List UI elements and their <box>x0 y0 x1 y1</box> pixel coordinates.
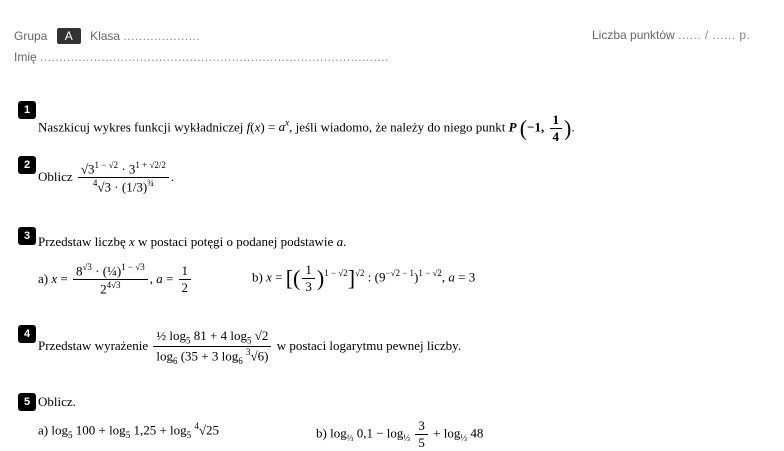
grupa-badge: A <box>57 28 81 44</box>
points-label: Liczba punktów <box>592 28 675 42</box>
task-3-continuation: w postaci potęgi o podanej podstawie <box>138 234 334 249</box>
task-1-continuation: , jeśli wiadomo, że należy do niego punkt <box>289 119 506 135</box>
task-3-intro: Przedstaw liczbę <box>38 234 126 249</box>
imie-dots: ........................................................................................... <box>40 50 389 64</box>
task-3-text: Przedstaw liczbę x w postaci potęgi o podanej podstawie a. <box>38 234 347 249</box>
task-1-intro: Naszkicuj wykres funkcji wykładniczej <box>38 119 244 135</box>
task-3a-fraction: $\frac{8^{√3} \cdot (\frac{1}{4})^{1 - √3}}{2^{4√3}}$ <box>73 262 148 298</box>
imie-label: Imię <box>14 50 37 64</box>
task-number-5: 5 <box>18 393 36 411</box>
task-3a-label: a) <box>38 270 49 286</box>
task-3a-base: $\frac{1}{2}$ <box>179 263 192 296</box>
task-1-formula: f <box>246 119 251 135</box>
task-5b-label: b) <box>316 425 327 441</box>
task-5-text: Oblicz. <box>38 394 76 409</box>
task-number-4: 4 <box>18 325 36 343</box>
task-5a-label: a) <box>38 422 49 438</box>
task-number-2: 2 <box>18 156 36 174</box>
task-4-intro: Przedstaw wyrażenie <box>38 337 149 353</box>
task-3b: b) x = [( $\frac{1}{3}$ )$^{1 - √2}$]$^{√2}$ : $(9^{-√2 - 1})^{1 - √2}$, a = 3 <box>252 262 476 294</box>
header-points <box>592 28 750 42</box>
point-fraction: $\frac{1}{4}$ <box>550 112 563 145</box>
point-label: P <box>508 119 517 135</box>
task-4-fraction: $\frac{\frac{1}{2} \log_5 81 + 4 \log_5 √2}{\log_6 (35 + 3 \log_6 ^3√6)}$ <box>153 328 271 366</box>
points-dots: ...... / ...... p. <box>678 28 751 42</box>
header-group-class <box>14 28 200 44</box>
task-3b-label: b) <box>252 269 263 285</box>
grupa-label: Grupa <box>14 29 48 43</box>
task-3a: a) x = $\frac{8^{√3} \cdot (\frac{1}{4})^{1 - √3}}{2^{4√3}}$ , a = $\frac{1}{2}$ <box>38 262 193 298</box>
task-number-3: 3 <box>18 227 36 245</box>
task-2-intro: Oblicz <box>38 168 73 184</box>
klasa-dots: .................... <box>123 29 201 43</box>
task-2-fraction: $\frac{√3^{1 - √2} \cdot 3^{1 + √2/2}}{^4√3 \cdot (1/3)^{\frac{3}{4}}}$ <box>78 160 169 196</box>
task-4-text <box>38 328 461 366</box>
task-2-text: Oblicz $\frac{√3^{1 - √2} \cdot 3^{1 + √2/2}}{^4√3 \cdot (1/3)^{\frac{3}{4}}}$ . <box>38 160 175 195</box>
task-5a: a) $\log_5 100 + \log_5 1,25 + \log_5 ^4√25$ <box>38 421 220 440</box>
header-name <box>14 50 389 64</box>
task-number-1: 1 <box>18 101 36 119</box>
task-5b: b) $\log_{\frac{1}{3}} 0,1 - \log_{\frac{1}{3}}$ $\frac{3}{5}$ + $\log_{\frac{1}{3}} 48$ <box>316 418 484 450</box>
klasa-label: Klasa <box>90 29 121 43</box>
task-1-text: Naszkicuj wykres funkcji wykładniczej $f(x) = a^x$, jeśli wiadomo, że należy do niego punkt P (−1, $\frac{1}{4}$ ). <box>38 112 575 144</box>
task-4-continuation: w postaci logarytmu pewnej liczby. <box>276 337 462 353</box>
